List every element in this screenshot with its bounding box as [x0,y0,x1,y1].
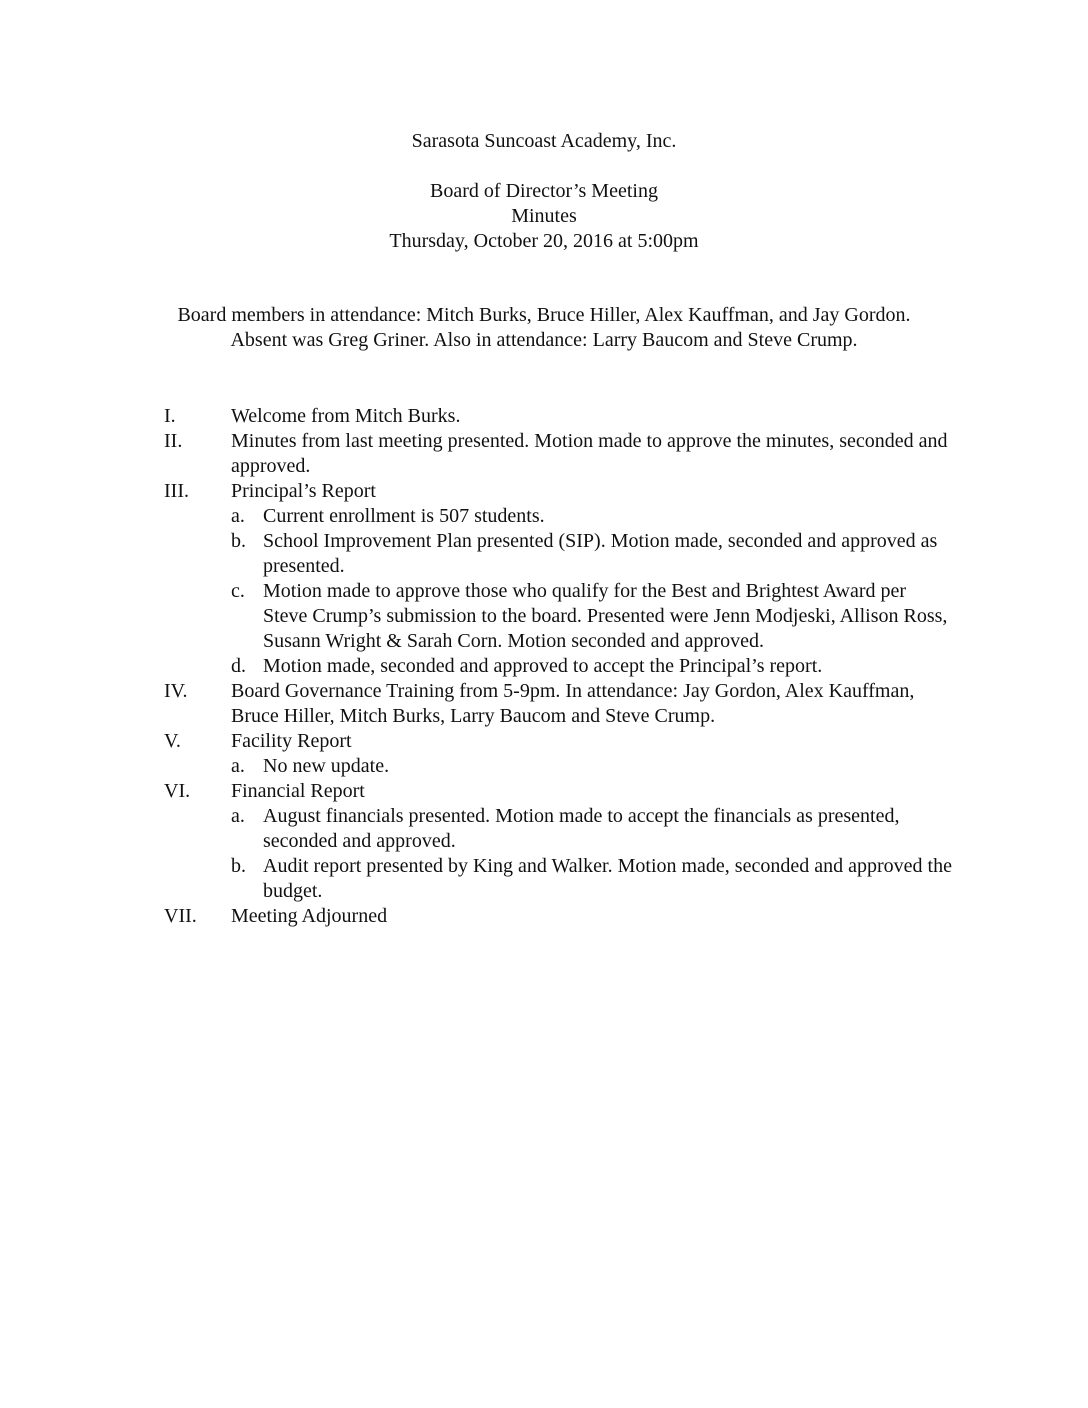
agenda-list [0,404,1088,929]
agenda-subitem-text: Motion made, seconded and approved to accept the Principal’s report. [263,655,823,677]
meeting-date: Thursday, October 20, 2016 at 5:00pm [389,230,699,252]
agenda-subitem-text: August financials presented. Motion made to accept the financials as presented, seconded and approved. [263,805,900,852]
document-type: Minutes [511,205,577,227]
agenda-subitem-text: Audit report presented by King and Walker. Motion made, seconded and approved the budget. [263,855,952,902]
agenda-subitem-text: School Improvement Plan presented (SIP). Motion made, seconded and approved as presented. [263,530,938,577]
agenda-subitem [0,504,1088,529]
agenda-item [0,779,1088,804]
agenda-subitem [0,529,1088,579]
agenda-item-text: Board Governance Training from 5-9pm. In attendance: Jay Gordon, Alex Kauffman, Bruce Hiller, Mitch Burks, Larry Baucom and Steve Crump. [231,680,915,727]
agenda-subitem-letter: a. [231,505,245,527]
agenda-item-text: Minutes from last meeting presented. Motion made to approve the minutes, seconded and approved. [231,430,948,477]
agenda-item-text: Welcome from Mitch Burks. [231,405,461,427]
agenda-item [0,429,1088,479]
agenda-item-number: V. [164,730,181,752]
agenda-subitem [0,579,1088,654]
attendance-line-1: Board members in attendance: Mitch Burks, Bruce Hiller, Alex Kauffman, and Jay Gordon. [177,304,911,326]
meeting-title: Board of Director’s Meeting [430,180,658,202]
agenda-subitem-letter: a. [231,755,245,777]
agenda-item [0,729,1088,754]
agenda-subitem-letter: d. [231,655,246,677]
agenda-subitem-letter: c. [231,580,245,602]
agenda-subitem [0,804,1088,854]
agenda-item-number: II. [164,430,183,452]
attendance-line-2: Absent was Greg Griner. Also in attendance: Larry Baucom and Steve Crump. [230,329,858,351]
agenda-subitem [0,754,1088,779]
attendance-statement [0,303,1088,353]
agenda-item-text: Principal’s Report [231,480,376,502]
agenda-item-number: VII. [164,905,197,927]
agenda-item-number: III. [164,480,189,502]
agenda-item-number: I. [164,405,176,427]
agenda-item-number: VI. [164,780,191,802]
agenda-subitem-letter: b. [231,855,246,877]
agenda-item [0,479,1088,504]
agenda-subitem-letter: b. [231,530,246,552]
agenda-subitem-text: Current enrollment is 507 students. [263,505,545,527]
organization-name: Sarasota Suncoast Academy, Inc. [411,130,677,152]
agenda-item [0,904,1088,929]
agenda-item-text: Financial Report [231,780,365,802]
agenda-subitem-text: No new update. [263,755,390,777]
agenda-item [0,679,1088,729]
agenda-item-text: Facility Report [231,730,352,752]
agenda-subitem-letter: a. [231,805,245,827]
agenda-item-number: IV. [164,680,188,702]
agenda-subitem [0,654,1088,679]
agenda-subitem [0,854,1088,904]
meeting-heading [0,179,1088,254]
agenda-item [0,404,1088,429]
agenda-item-text: Meeting Adjourned [231,905,388,927]
agenda-subitem-text: Motion made to approve those who qualify for the Best and Brightest Award per Steve Crump’s submission to the board. Presented were Jenn Modjeski, Allison Ross, Susann Wright & Sarah Corn. Motion seconded and approved. [263,580,948,652]
